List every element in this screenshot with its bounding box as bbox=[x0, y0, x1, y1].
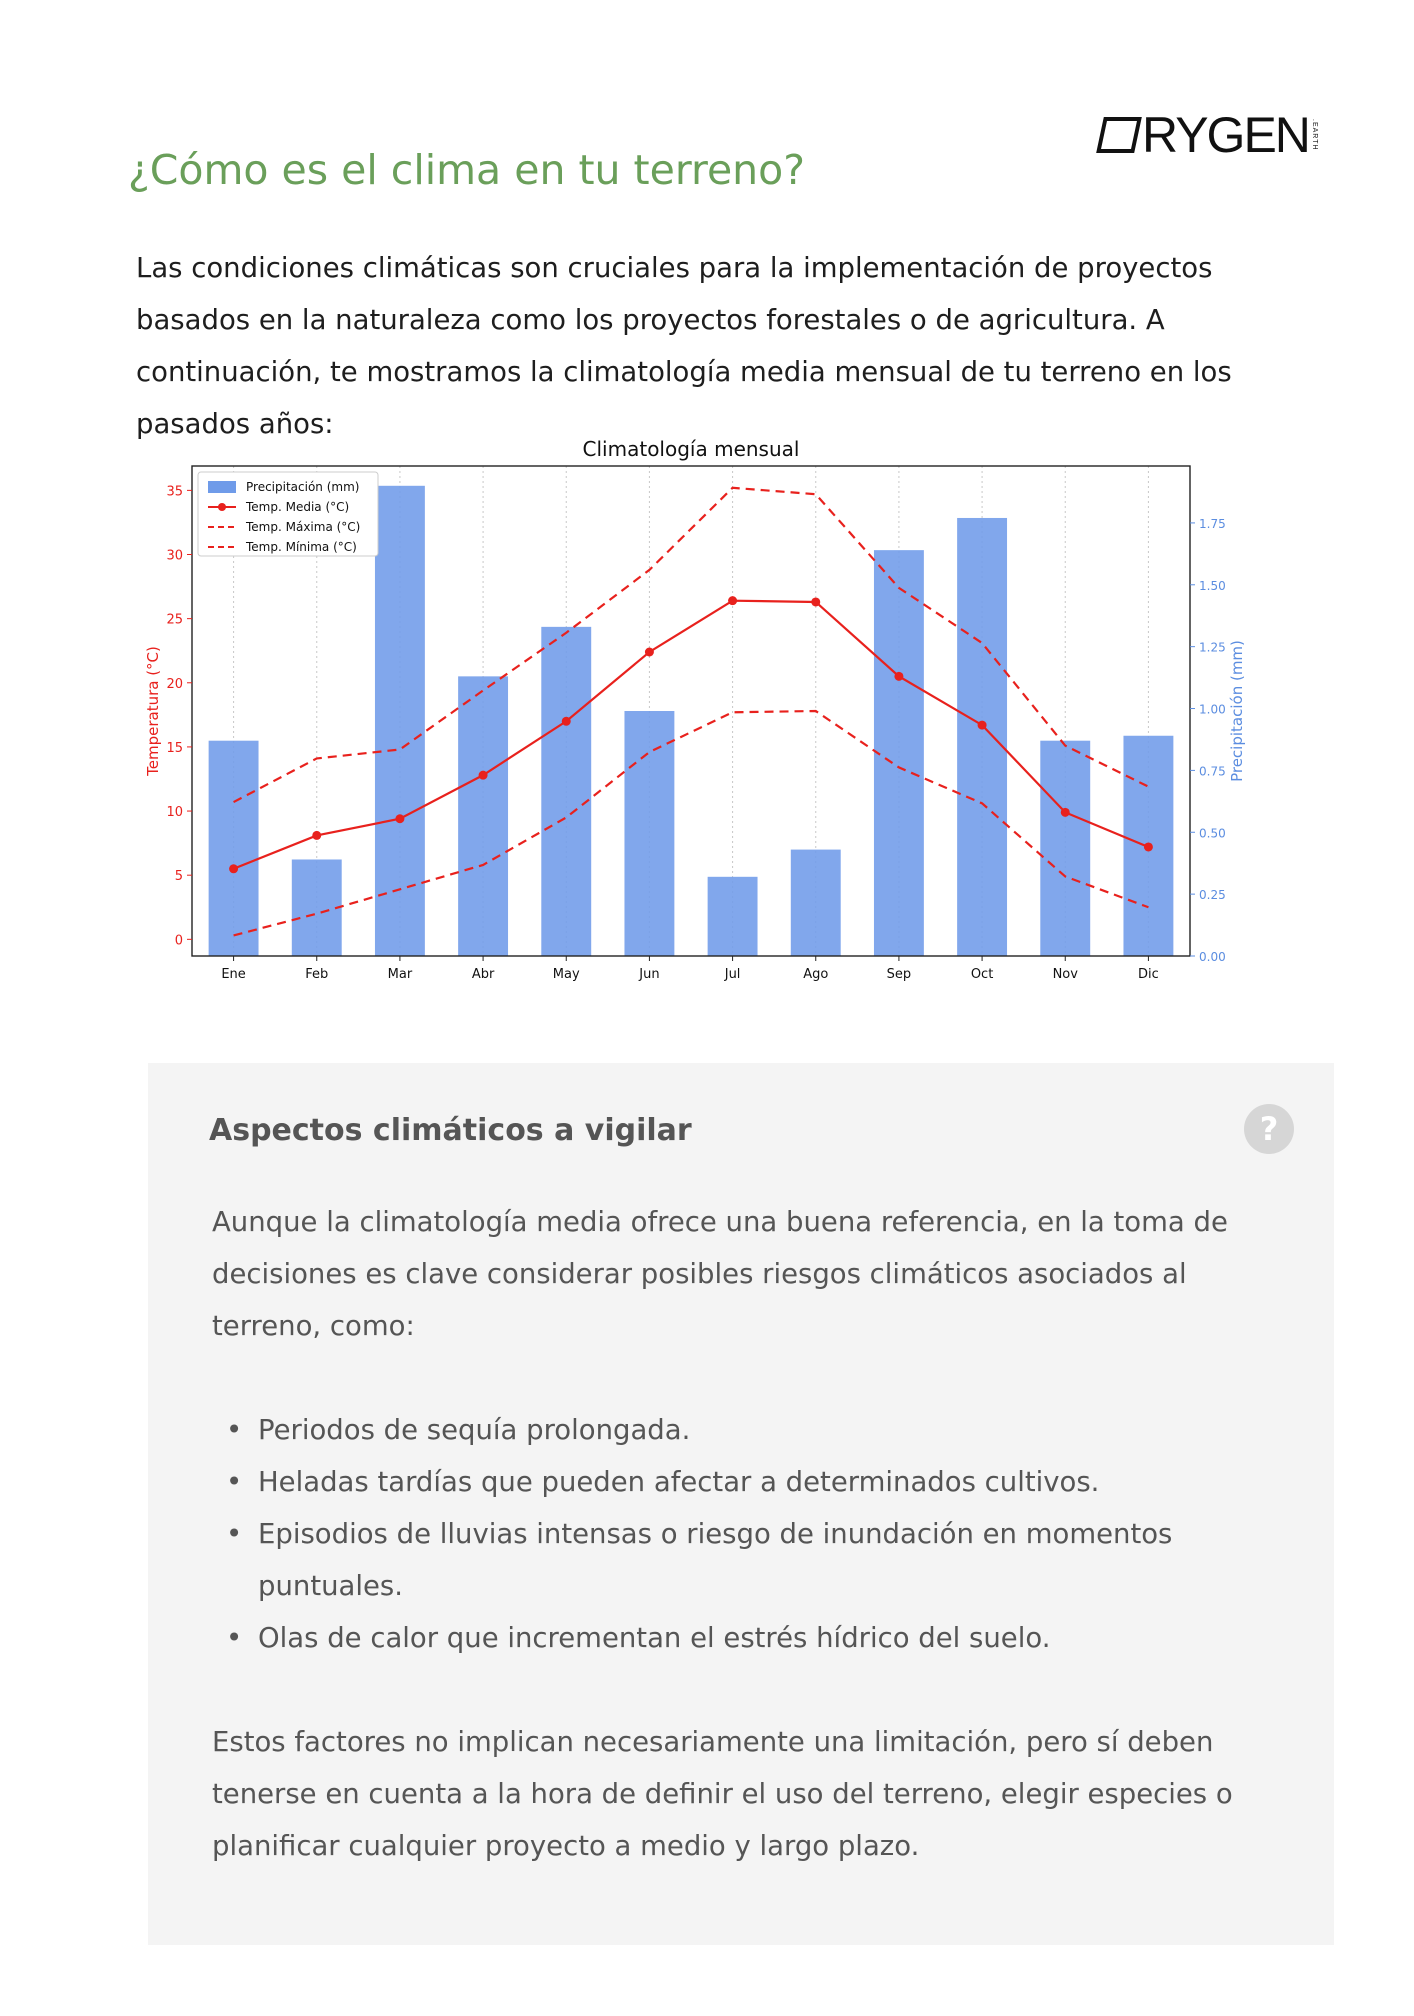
list-item: • Episodios de lluvias intensas o riesgo de inundación en momentos puntuales. bbox=[212, 1508, 1242, 1612]
climate-chart bbox=[130, 430, 1270, 990]
intro-paragraph: Las condiciones climáticas son cruciales para la implementación de proyectos basados en la naturaleza como los proyectos forestales o de agricultura. A continuación, te mostramos la climatología media mensual de tu terreno en los pasados años: bbox=[136, 252, 1232, 440]
precip-bar bbox=[1040, 741, 1090, 956]
data-point bbox=[894, 672, 903, 681]
y-tick-label: 20 bbox=[166, 676, 183, 692]
precip-bar bbox=[292, 859, 342, 956]
list-item: • Olas de calor que incrementan el estrés hídrico del suelo. bbox=[212, 1612, 1242, 1664]
data-point bbox=[312, 831, 321, 840]
y-axis-label: Temperatura (°C) bbox=[144, 646, 162, 776]
precip-bar bbox=[957, 518, 1007, 956]
precip-bar bbox=[874, 550, 924, 956]
precip-bar bbox=[458, 676, 508, 956]
x-tick-label: Ene bbox=[221, 967, 246, 982]
x-tick-label: Nov bbox=[1052, 967, 1078, 982]
precip-bar bbox=[708, 877, 758, 956]
legend-label: Temp. Mínima (°C) bbox=[246, 540, 357, 554]
legend-swatch bbox=[208, 481, 236, 493]
y2-tick-label: 0.25 bbox=[1199, 888, 1226, 903]
data-point bbox=[728, 596, 737, 605]
data-point bbox=[978, 721, 987, 730]
list-item: • Heladas tardías que pueden afectar a determinados cultivos. bbox=[212, 1456, 1242, 1508]
climate-aspects-callout bbox=[148, 1063, 1334, 1945]
x-tick-label: Abr bbox=[471, 967, 495, 982]
y-tick-label: 5 bbox=[174, 869, 183, 885]
precip-bar bbox=[624, 711, 674, 956]
y-tick-label: 25 bbox=[166, 612, 183, 628]
data-point bbox=[1061, 808, 1070, 817]
y2-tick-label: 1.25 bbox=[1199, 640, 1226, 655]
y-tick-label: 15 bbox=[166, 740, 183, 756]
help-icon[interactable]: ? bbox=[1244, 1104, 1294, 1154]
data-point bbox=[229, 864, 238, 873]
precip-bar bbox=[541, 627, 591, 956]
x-tick-label: Oct bbox=[970, 967, 994, 982]
precip-bar bbox=[791, 850, 841, 956]
y2-tick-label: 1.00 bbox=[1199, 702, 1226, 717]
legend-label: Temp. Media (°C) bbox=[246, 500, 350, 514]
x-tick-label: Jul bbox=[724, 967, 741, 982]
y2-tick-label: 0.50 bbox=[1199, 826, 1226, 841]
series-line bbox=[234, 601, 1149, 869]
y2-tick-label: 1.50 bbox=[1199, 578, 1226, 593]
precip-bar bbox=[209, 741, 259, 956]
callout-heading: Aspectos climáticos a vigilar bbox=[209, 1113, 692, 1148]
y2-axis-label: Precipitación (mm) bbox=[1228, 640, 1246, 782]
y-tick-label: 10 bbox=[166, 805, 183, 821]
y2-tick-label: 0.75 bbox=[1199, 764, 1226, 779]
data-point bbox=[811, 597, 820, 606]
x-tick-label: May bbox=[552, 967, 580, 982]
precip-bar bbox=[375, 486, 425, 956]
x-tick-label: Feb bbox=[305, 967, 329, 982]
x-tick-label: Mar bbox=[387, 967, 413, 982]
series-line bbox=[234, 711, 1149, 935]
legend-label: Precipitación (mm) bbox=[246, 480, 360, 494]
risk-list bbox=[212, 1404, 1242, 1664]
logo-subtext: .EARTH bbox=[1310, 119, 1318, 151]
y2-tick-label: 0.00 bbox=[1199, 950, 1226, 964]
y-tick-label: 35 bbox=[166, 484, 183, 500]
data-point bbox=[395, 814, 404, 823]
legend-label: Temp. Máxima (°C) bbox=[246, 520, 361, 534]
logo-text: RYGEN bbox=[1142, 107, 1309, 163]
y-tick-label: 0 bbox=[174, 933, 183, 949]
data-point bbox=[479, 771, 488, 780]
callout-paragraph-1: Aunque la climatología media ofrece una buena referencia, en la toma de decisiones es clave considerar posibles riesgos climáticos asociados al terreno, como: bbox=[212, 1206, 1228, 1342]
page-title: ¿Cómo es el clima en tu terreno? bbox=[128, 146, 806, 194]
chart-title: Climatología mensual bbox=[582, 437, 800, 461]
climate-chart-svg bbox=[130, 430, 1270, 990]
x-tick-label: Sep bbox=[886, 967, 912, 982]
logo bbox=[1100, 107, 1318, 163]
x-tick-label: Jun bbox=[639, 967, 660, 982]
data-point bbox=[645, 647, 654, 656]
y2-tick-label: 1.75 bbox=[1199, 516, 1226, 531]
x-tick-label: Ago bbox=[803, 967, 829, 982]
y-tick-label: 30 bbox=[166, 548, 183, 564]
logo-mark bbox=[1096, 117, 1142, 153]
x-tick-label: Dic bbox=[1138, 967, 1159, 982]
list-item: • Periodos de sequía prolongada. bbox=[212, 1404, 1242, 1456]
legend-marker bbox=[218, 503, 226, 511]
callout-paragraph-2: Estos factores no implican necesariamente una limitación, pero sí deben tenerse en cuenta a la hora de definir el uso del terreno, elegir especies o planificar cualquier proyecto a medio y largo plazo. bbox=[212, 1726, 1233, 1862]
data-point bbox=[1144, 842, 1153, 851]
data-point bbox=[562, 717, 571, 726]
